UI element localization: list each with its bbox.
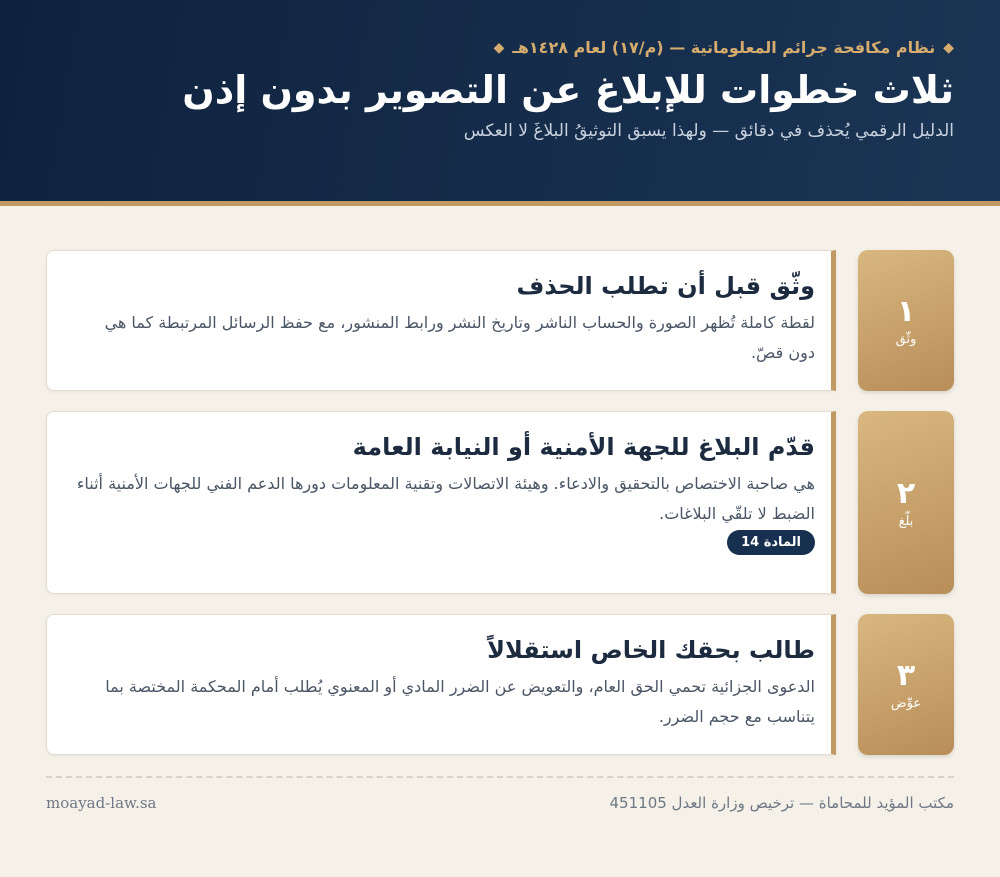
step-badge (858, 250, 954, 391)
step-card-1 (46, 250, 954, 391)
page-footer (46, 794, 954, 812)
step-content (46, 614, 836, 755)
page-title: ثلاث خطوات للإبلاغ عن التصوير بدون إذن (182, 68, 954, 112)
step-content (46, 411, 836, 594)
law-reference (46, 38, 954, 57)
diamond-icon: ◆ (493, 39, 505, 56)
step-verb: عوِّض (890, 695, 922, 711)
article-tag: المادة 14 (727, 530, 815, 555)
office-license: مكتب المؤيد للمحاماة — ترخيص وزارة العدل 451105 (609, 794, 954, 812)
step-body: الدعوى الجزائية تحمي الحق العام، والتعويض عن الضرر المادي أو المعنوي يُطلب أمام المحكمة المختصة بما يتناسب مع حجم الضرر. (105, 677, 815, 726)
step-number: ٢ (896, 475, 916, 511)
page-subtitle: الدليل الرقمي يُحذف في دقائق — ولهذا يسبق التوثيقُ البلاغَ لا العكس (463, 120, 954, 141)
law-reference-text: نظام مكافحة جرائم المعلوماتية — (م/١٧) لعام ١٤٢٨هـ (512, 38, 936, 57)
step-badge (858, 411, 954, 594)
step-content (46, 250, 836, 391)
step-title: قدّم البلاغ للجهة الأمنية أو النيابة العامة (352, 433, 815, 461)
step-number: ٣ (896, 657, 916, 693)
step-body: لقطة كاملة تُظهر الصورة والحساب الناشر وتاريخ النشر ورابط المنشور، مع حفظ الرسائل المرتبطة كما هي دون قصّ. (104, 313, 815, 362)
footer-divider (46, 776, 954, 778)
website-link[interactable]: moayad-law.sa (46, 794, 157, 812)
step-verb: وثّق (895, 331, 917, 347)
diamond-icon: ◆ (943, 39, 954, 56)
page-header (0, 0, 1000, 206)
step-body: هي صاحبة الاختصاص بالتحقيق والادعاء. وهيئة الاتصالات وتقنية المعلومات دورها الدعم الفني للجهات الأمنية أثناء الضبط لا تلقّي البلاغات. (76, 474, 815, 523)
step-title: وثّق قبل أن تطلب الحذف (516, 272, 815, 300)
step-title: طالب بحقك الخاص استقلالاً (487, 636, 815, 664)
step-card-2 (46, 411, 954, 594)
step-badge (858, 614, 954, 755)
step-number: ١ (896, 293, 916, 329)
step-card-3 (46, 614, 954, 755)
step-verb: بلّغ (898, 513, 914, 529)
